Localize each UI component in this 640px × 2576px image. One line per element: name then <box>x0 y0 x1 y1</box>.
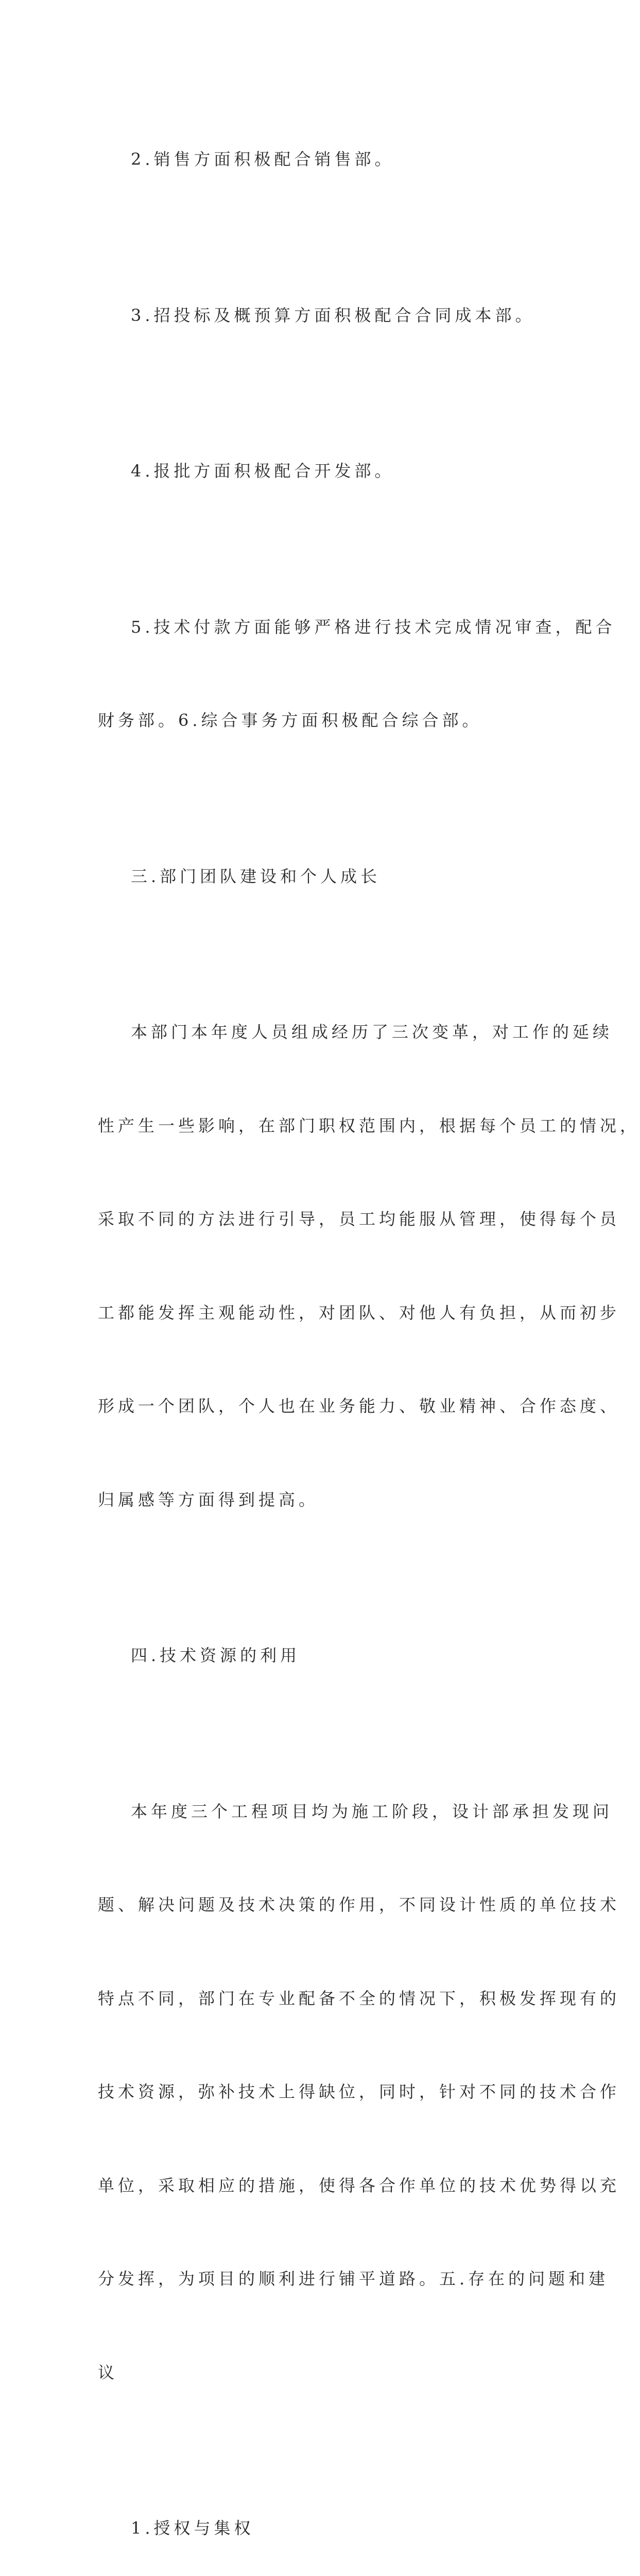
text-line: 财务部。6.综合事务方面积极配合综合部。 <box>98 710 482 730</box>
text-line: 单位，采取相应的措施，使得各合作单位的技术优势得以充 <box>98 2175 620 2195</box>
paragraph-sales <box>98 81 551 238</box>
text-line: 分发挥，为项目的顺利进行铺平道路。五.存在的问题和建 <box>98 2269 609 2289</box>
paragraph-resources <box>98 1734 620 2451</box>
paragraph-payment <box>98 549 616 799</box>
text-line: 归属感等方面得到提高。 <box>98 1489 319 1510</box>
document-body <box>98 81 640 2576</box>
text-line: 三.部门团队建设和个人成长 <box>131 866 381 886</box>
text-line: 性产生一些影响，在部门职权范围内，根据每个员工的情况， <box>98 1115 640 1136</box>
text-line: 形成一个团队，个人也在业务能力、敬业精神、合作态度、 <box>98 1396 620 1416</box>
subheading-authorization <box>98 2450 551 2576</box>
text-line: 本年度三个工程项目均为施工阶段，设计部承担发现问 <box>131 1801 613 1821</box>
paragraph-team <box>98 954 640 1578</box>
paragraph-bidding <box>98 238 551 394</box>
text-line: 采取不同的方法进行引导，员工均能服从管理，使得每个员 <box>98 1209 620 1229</box>
text-line: 四.技术资源的利用 <box>131 1646 301 1665</box>
text-line: 特点不同，部门在专业配备不全的情况下，积极发挥现有的 <box>98 1988 620 2008</box>
paragraph-approval <box>98 393 551 549</box>
text-line: 2.销售方面积极配合销售部。 <box>131 149 395 169</box>
text-line: 技术资源，弥补技术上得缺位，同时，针对不同的技术合作 <box>98 2082 620 2102</box>
text-line: 工都能发挥主观能动性，对团队、对他人有负担，从而初步 <box>98 1302 620 1323</box>
section-heading-team <box>98 799 551 955</box>
text-line: 1.授权与集权 <box>131 2518 254 2538</box>
text-line: 4.报批方面积极配合开发部。 <box>131 461 395 481</box>
text-line: 题、解决问题及技术决策的作用，不同设计性质的单位技术 <box>98 1895 620 1914</box>
text-line: 5.技术付款方面能够严格进行技术完成情况审查，配合 <box>131 617 616 637</box>
text-line: 本部门本年度人员组成经历了三次变革，对工作的延续 <box>131 1022 613 1042</box>
text-line: 3.招投标及概预算方面积极配合合同成本部。 <box>131 305 535 325</box>
text-line: 议 <box>98 2362 118 2382</box>
section-heading-resources <box>98 1578 551 1734</box>
